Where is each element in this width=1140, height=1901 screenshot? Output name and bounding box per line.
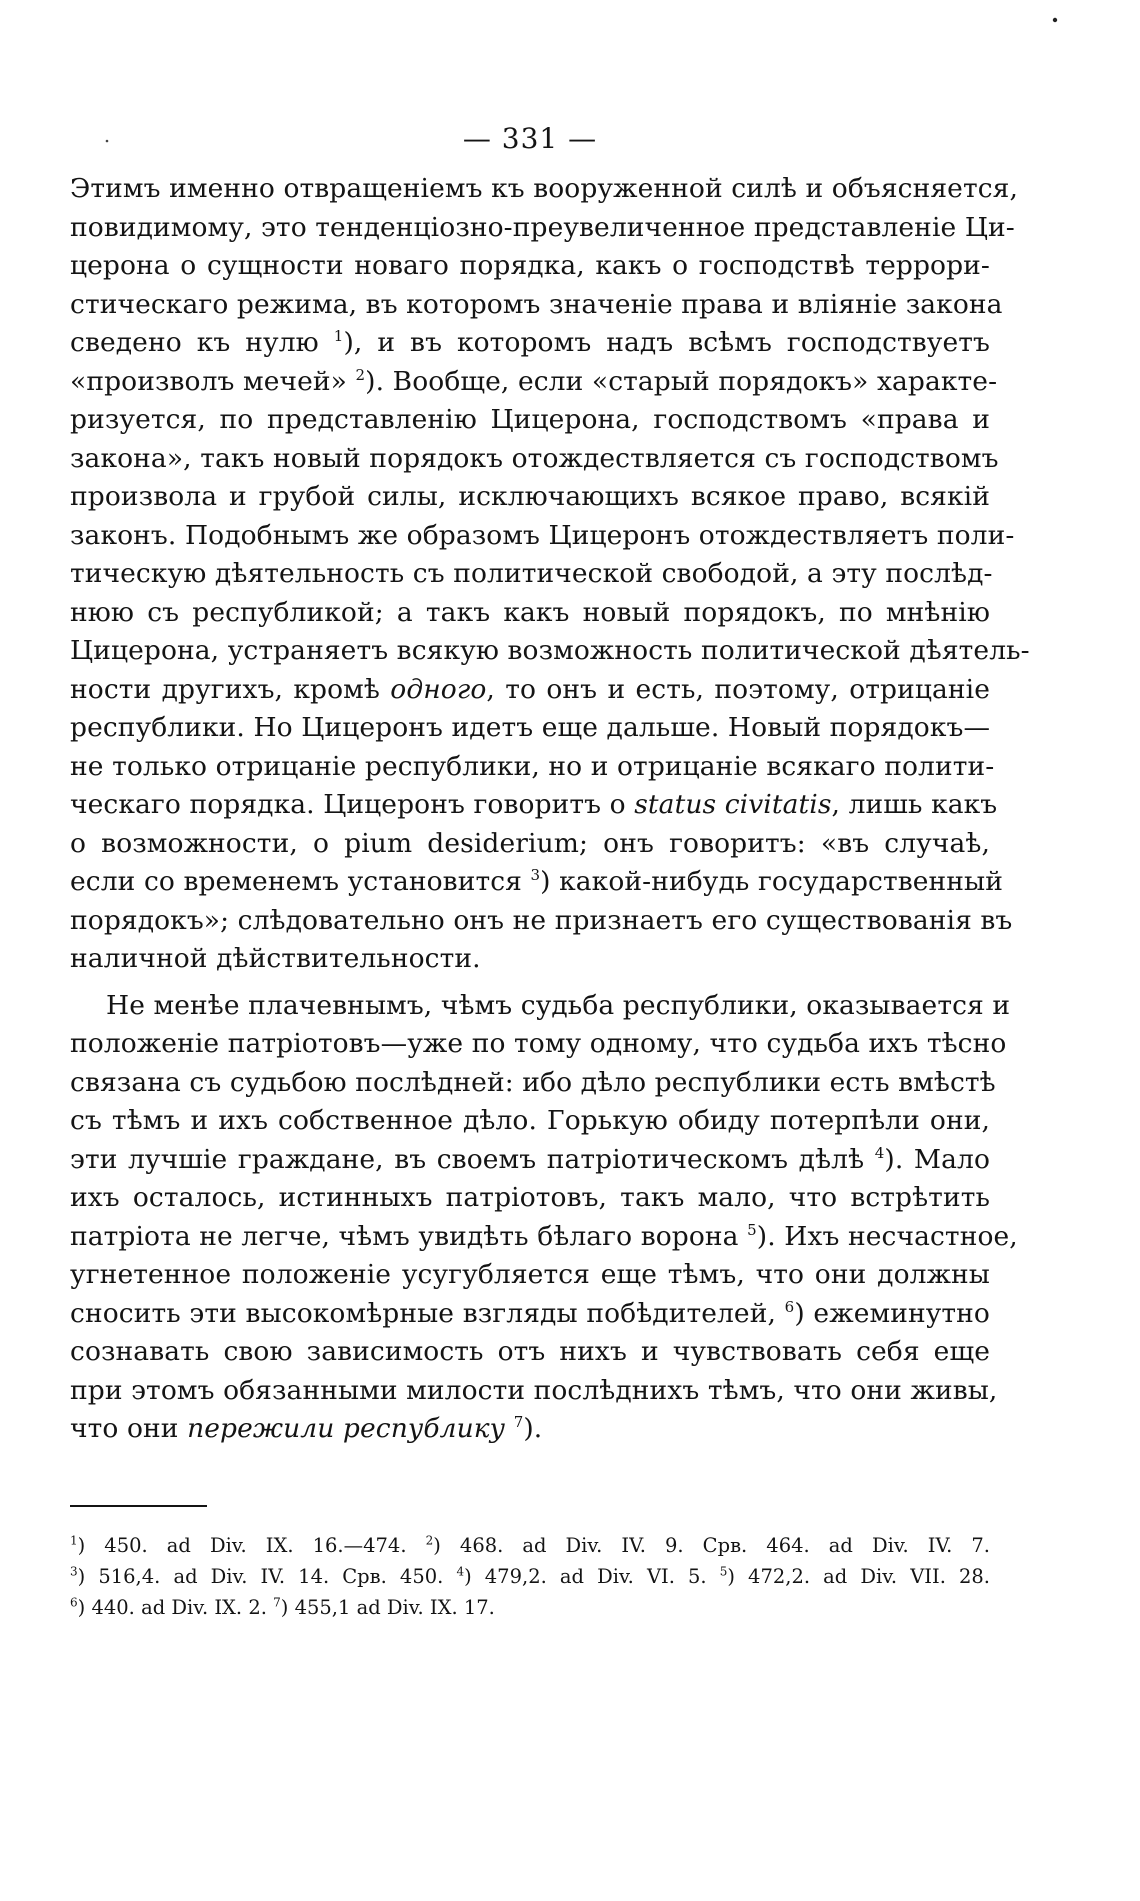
footnote-marker: 5 <box>719 1564 728 1579</box>
text-run: сносить эти высокомѣрные взгляды побѣдителей, <box>70 1297 785 1329</box>
text-line <box>70 987 1011 1026</box>
text-line <box>70 1025 1007 1064</box>
text-line <box>70 1179 990 1218</box>
text-run: угнетенное положеніе усугубляется еще тѣмъ, что они должны <box>70 1259 990 1290</box>
footnote-line <box>70 1530 990 1561</box>
page-number: — 331 — <box>462 122 598 155</box>
text-run: стическаго режима, въ которомъ значеніе права и вліяніе закона <box>70 288 1003 320</box>
text-run: ). Ихъ несчастное, <box>756 1220 1018 1252</box>
footnote-marker: 4 <box>874 1143 885 1162</box>
text-run: ихъ осталось, истинныхъ патріотовъ, такъ мало, что встрѣтить <box>70 1182 990 1213</box>
footnote-marker: 4 <box>456 1564 465 1579</box>
text-run: порядокъ»; слѣдовательно онъ не признаетъ его существованія въ <box>70 904 1013 936</box>
text-run: , лишь какъ <box>831 789 998 820</box>
text-line <box>70 825 990 864</box>
text-line <box>70 902 1013 941</box>
emphasis-text: пережили республику <box>187 1413 506 1444</box>
text-run: ) 450. ad Div. IX. 16.—474. <box>77 1534 426 1557</box>
text-run: ) какой-нибудь государственный <box>540 866 1003 897</box>
footnote-marker: 2 <box>425 1533 434 1548</box>
text-line <box>70 1102 990 1141</box>
text-line <box>70 517 1015 556</box>
text-line <box>70 363 998 402</box>
text-run: , то онъ и есть, поэтому, отрицаніе <box>486 673 991 705</box>
text-line <box>70 1333 990 1372</box>
text-run: о возможности, о pium desiderium; онъ говоритъ: «въ случаѣ, <box>70 827 990 859</box>
text-run: ) 468. ad Div. IV. 9. Срв. 464. ad Div. IV. 7. <box>433 1534 991 1557</box>
text-run: Не менѣе плачевнымъ, чѣмъ судьба республики, оказывается и <box>106 989 1011 1021</box>
emphasis-text: одного <box>390 673 487 705</box>
text-line <box>70 209 1015 248</box>
footnote-marker: 2 <box>355 365 366 384</box>
text-run: сознавать свою зависимость отъ нихъ и чувствовать себя еще <box>70 1336 990 1367</box>
footnote-marker: 3 <box>530 866 541 885</box>
paragraph <box>70 170 1030 979</box>
text-run: что они <box>70 1413 188 1444</box>
text-run: ) 479,2. ad Div. VI. 5. <box>464 1565 720 1588</box>
text-run: ), и въ которомъ надъ всѣмъ господствуетъ <box>343 327 990 358</box>
text-line <box>70 324 990 363</box>
text-line <box>70 863 1003 902</box>
text-line <box>70 1256 990 1295</box>
body-text <box>70 170 1030 1449</box>
text-run: ) 516,4. ad Div. IV. 14. Срв. 450. <box>77 1565 457 1588</box>
text-line <box>70 632 1030 671</box>
text-run: «произволъ мечей» <box>70 365 356 397</box>
text-run: ности другихъ, кромѣ <box>70 673 391 705</box>
text-run: ). Вообще, если «старый порядокъ» характе- <box>365 365 998 397</box>
footnote-separator <box>70 1505 207 1507</box>
footnote-marker: 1 <box>70 1533 78 1548</box>
text-line <box>70 594 990 633</box>
text-run: закона», такъ новый порядокъ отождествляется съ господствомъ <box>70 442 999 474</box>
text-line <box>70 247 990 286</box>
text-line <box>70 555 993 594</box>
text-run: не только отрицаніе республики, но и отрицаніе всякаго полити- <box>70 750 995 782</box>
text-run: ). Мало <box>884 1143 990 1175</box>
book-page <box>70 0 1030 1901</box>
text-run: повидимому, это тенденціозно-преувеличенное представленіе Ци- <box>70 211 1015 243</box>
footnote-marker: 3 <box>70 1564 78 1579</box>
footnote-marker: 7 <box>513 1413 524 1432</box>
text-run: ) 472,2. ad Div. VII. 28. <box>727 1565 990 1588</box>
text-run: ) 440. ad Div. IX. 2. <box>77 1596 274 1619</box>
text-line <box>70 940 990 979</box>
text-line <box>70 748 995 787</box>
paragraph-gap <box>70 979 990 987</box>
text-run: нюю съ республикой; а такъ какъ новый порядокъ, по мнѣнію <box>70 596 990 628</box>
text-line <box>70 1141 990 1180</box>
text-line <box>70 1295 990 1334</box>
text-line <box>70 1218 1018 1257</box>
text-run: сведено къ нулю <box>70 327 334 358</box>
footnote-marker: 1 <box>333 327 344 346</box>
text-run: ). <box>523 1413 543 1444</box>
footnote-line <box>70 1561 990 1592</box>
text-run: патріота не легче, чѣмъ увидѣть бѣлаго ворона <box>70 1220 748 1252</box>
text-run: церона о сущности новаго порядка, какъ о господствѣ террори- <box>70 250 990 281</box>
text-run: при этомъ обязанными милости послѣднихъ тѣмъ, что они живы, <box>70 1374 998 1406</box>
footnote-marker: 6 <box>784 1297 795 1316</box>
footnote-marker: 5 <box>747 1220 757 1239</box>
text-run: съ тѣмъ и ихъ собственное дѣло. Горькую обиду потерпѣли они, <box>70 1105 990 1136</box>
text-run: ) 455,1 ad Div. IX. 17. <box>280 1596 495 1619</box>
text-run: Цицерона, устраняетъ всякую возможность политической дѣятель- <box>70 635 1030 666</box>
paragraph <box>70 987 1018 1449</box>
text-line <box>70 786 998 825</box>
text-line <box>70 286 1003 325</box>
text-line <box>70 1410 990 1449</box>
text-run: ризуется, по представленію Цицерона, господствомъ «права и <box>70 404 990 435</box>
text-line <box>70 440 999 479</box>
text-run: республики. Но Цицеронъ идетъ еще дальше. Новый порядокъ— <box>70 712 991 743</box>
text-line <box>70 709 990 748</box>
text-run: тическую дѣятельность съ политической свободой, а эту послѣд- <box>70 558 993 589</box>
text-run: связана съ судьбою послѣдней: ибо дѣло республики есть вмѣстѣ <box>70 1066 996 1098</box>
footnotes <box>70 1530 990 1623</box>
text-line <box>70 1064 996 1103</box>
text-run: ческаго порядка. Цицеронъ говоритъ о <box>70 789 635 820</box>
footnote-marker: 7 <box>273 1595 281 1610</box>
text-run: положеніе патріотовъ—уже по тому одному, что судьба ихъ тѣсно <box>70 1028 1007 1059</box>
text-line <box>70 401 990 440</box>
text-run: законъ. Подобнымъ же образомъ Цицеронъ отождествляетъ поли- <box>70 519 1015 551</box>
text-line <box>70 671 990 710</box>
text-line <box>70 478 990 517</box>
footnote-line <box>70 1592 990 1623</box>
text-run: эти лучшіе граждане, въ своемъ патріотическомъ дѣлѣ <box>70 1143 875 1175</box>
footnote-marker: 6 <box>70 1595 78 1610</box>
text-run: произвола и грубой силы, исключающихъ всякое право, всякій <box>70 481 990 512</box>
text-run: если со временемъ установится <box>70 866 531 897</box>
text-run: наличной дѣйствительности. <box>70 943 481 974</box>
text-line <box>70 1372 998 1411</box>
text-line <box>70 170 1019 209</box>
emphasis-text: status civitatis <box>634 789 832 820</box>
speck-mark <box>1053 18 1057 22</box>
text-run: Этимъ именно отвращеніемъ къ вооруженной силѣ и объясняется, <box>70 173 1019 204</box>
text-run: ) ежеминутно <box>794 1297 990 1329</box>
text-run <box>505 1413 514 1444</box>
